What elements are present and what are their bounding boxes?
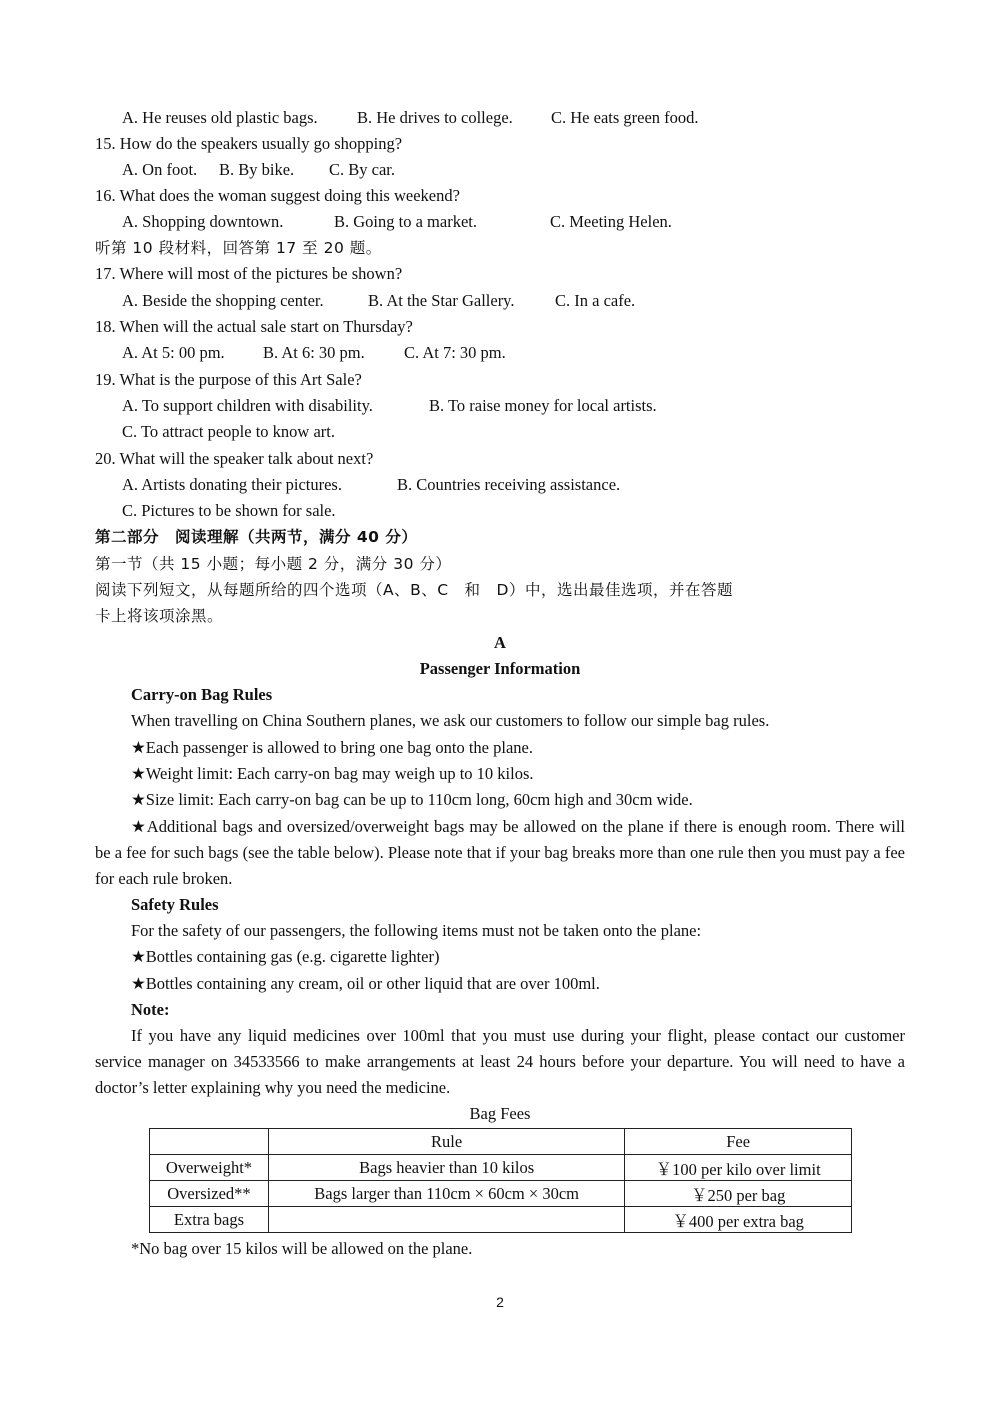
q14-options	[122, 105, 932, 131]
q15-options	[122, 157, 932, 183]
q17-option-c: C. In a cafe.	[555, 291, 636, 310]
note-label: Note:	[131, 1000, 170, 1019]
rule-one-bag: ★Each passenger is allowed to bring one bag onto the plane.	[131, 738, 533, 757]
table-cell: ￥100 per kilo over limit	[625, 1155, 852, 1181]
q15-option-b: B. By bike.	[219, 160, 295, 179]
table-cell: ￥250 per bag	[625, 1181, 852, 1207]
passage-title: Passenger Information	[419, 659, 581, 678]
table-footnote: *No bag over 15 kilos will be allowed on the plane.	[131, 1239, 473, 1258]
table-cell	[268, 1207, 624, 1233]
q19-option-c: C. To attract people to know art.	[122, 422, 335, 441]
q17-stem: 17. Where will most of the pictures be shown?	[95, 264, 403, 283]
q16-option-b: B. Going to a market.	[334, 212, 477, 231]
q19-option-a: A. To support children with disability.	[122, 396, 373, 415]
table-cell: Oversized**	[150, 1181, 269, 1207]
passage-letter: A	[494, 633, 506, 652]
q15-option-a: A. On foot.	[122, 160, 198, 179]
rule-weight-limit: ★Weight limit: Each carry-on bag may weigh up to 10 kilos.	[131, 764, 534, 783]
table-header-row	[150, 1129, 852, 1155]
table-row	[150, 1207, 852, 1233]
rule-size-limit: ★Size limit: Each carry-on bag can be up to 110cm long, 60cm high and 30cm wide.	[131, 790, 693, 809]
table-row	[150, 1155, 852, 1181]
page-number: 2	[496, 1294, 504, 1310]
reading-instruction-line1: 阅读下列短文，从每题所给的四个选项（A、B、C 和 D）中，选出最佳选项，并在答题	[95, 581, 733, 599]
q14-option-b: B. He drives to college.	[357, 108, 513, 127]
q18-option-b: B. At 6: 30 pm.	[263, 343, 365, 362]
table-cell: Bags larger than 110cm × 60cm × 30cm	[268, 1181, 624, 1207]
q19-options-row1	[122, 393, 932, 419]
section-10-instruction: 听第 10 段材料，回答第 17 至 20 题。	[95, 239, 382, 257]
table-cell: ￥400 per extra bag	[625, 1207, 852, 1233]
q14-option-c: C. He eats green food.	[551, 108, 699, 127]
carry-on-heading: Carry-on Bag Rules	[131, 685, 273, 704]
q20-option-c: C. Pictures to be shown for sale.	[122, 501, 336, 520]
q17-option-b: B. At the Star Gallery.	[368, 291, 515, 310]
q16-options	[122, 209, 932, 235]
reading-instruction-line2: 卡上将该项涂黑。	[95, 607, 224, 625]
carry-on-intro: When travelling on China Southern planes, we ask our customers to follow our simple bag rules.	[131, 711, 770, 730]
q19-stem: 19. What is the purpose of this Art Sale?	[95, 370, 362, 389]
safety-gas-bottles: ★Bottles containing gas (e.g. cigarette lighter)	[131, 947, 440, 966]
q18-options	[122, 340, 932, 366]
q18-option-a: A. At 5: 00 pm.	[122, 343, 225, 362]
q20-option-b: B. Countries receiving assistance.	[397, 475, 621, 494]
table-header-cell: Fee	[625, 1129, 852, 1155]
q17-option-a: A. Beside the shopping center.	[122, 291, 324, 310]
q20-options-row1	[122, 472, 932, 498]
q16-stem: 16. What does the woman suggest doing this weekend?	[95, 186, 460, 205]
q19-option-b: B. To raise money for local artists.	[429, 396, 657, 415]
table-header-cell: Rule	[268, 1129, 624, 1155]
q16-option-a: A. Shopping downtown.	[122, 212, 284, 231]
table-row	[150, 1181, 852, 1207]
q18-stem: 18. When will the actual sale start on Thursday?	[95, 317, 413, 336]
note-text: If you have any liquid medicines over 100ml that you must use during your flight, please contact our customer service manager on 34533566 to make arrangements at least 24 hours before your departure. You will need to have a doctor’s letter explaining why you need the medicine.	[95, 1026, 905, 1097]
q20-option-a: A. Artists donating their pictures.	[122, 475, 342, 494]
section1-heading: 第一节（共 15 小题；每小题 2 分，满分 30 分）	[95, 555, 452, 573]
q15-option-c: C. By car.	[329, 160, 395, 179]
table-caption: Bag Fees	[469, 1104, 531, 1123]
safety-heading: Safety Rules	[131, 895, 219, 914]
table-cell: Overweight*	[150, 1155, 269, 1181]
bag-fees-table	[149, 1128, 852, 1233]
part2-heading: 第二部分 阅读理解（共两节，满分 40 分）	[95, 528, 418, 546]
table-cell: Bags heavier than 10 kilos	[268, 1155, 624, 1181]
q20-stem: 20. What will the speaker talk about next?	[95, 449, 374, 468]
safety-liquid-bottles: ★Bottles containing any cream, oil or other liquid that are over 100ml.	[131, 974, 600, 993]
safety-intro: For the safety of our passengers, the following items must not be taken onto the plane:	[131, 921, 702, 940]
rule-additional-bags: ★Additional bags and oversized/overweight bags may be allowed on the plane if there is enough room. There will be a fee for such bags (see the table below). Please note that if your bag breaks more than one rule then you must pay a fee for each rule broken.	[95, 817, 905, 888]
table-header-cell	[150, 1129, 269, 1155]
q14-option-a: A. He reuses old plastic bags.	[122, 108, 318, 127]
table-cell: Extra bags	[150, 1207, 269, 1233]
q17-options	[122, 288, 932, 314]
q15-stem: 15. How do the speakers usually go shopping?	[95, 134, 403, 153]
q18-option-c: C. At 7: 30 pm.	[404, 343, 506, 362]
q16-option-c: C. Meeting Helen.	[550, 212, 672, 231]
